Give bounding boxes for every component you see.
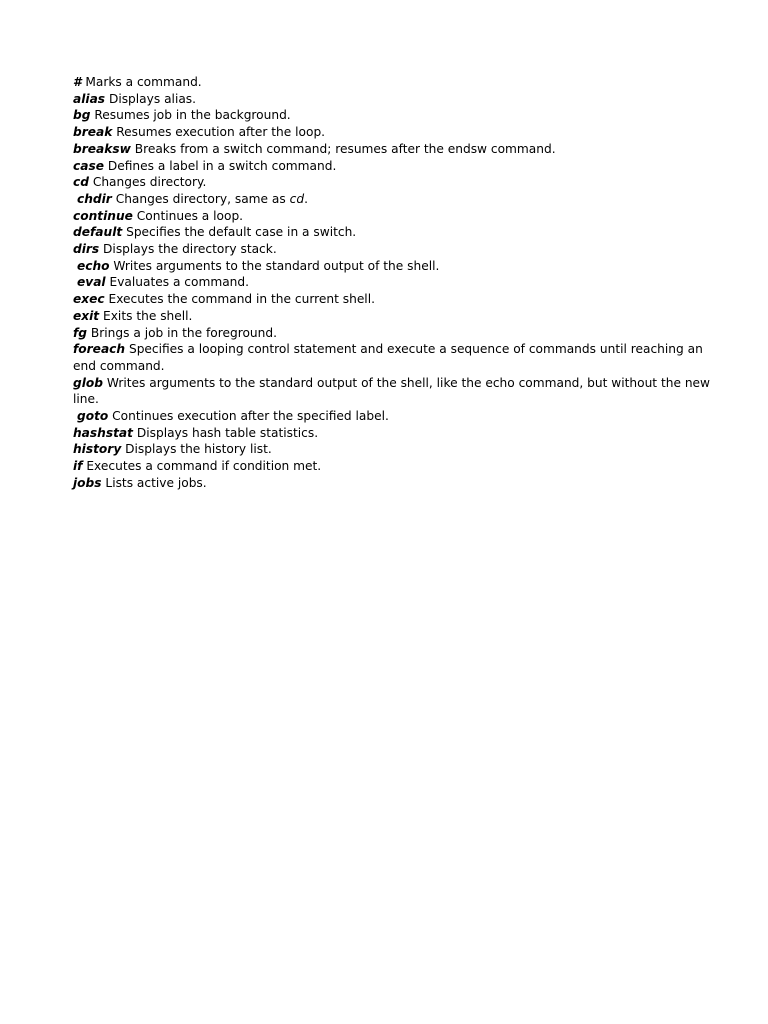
command-name: #: [73, 75, 82, 89]
command-description: Breaks from a switch command; resumes after the endsw command.: [134, 141, 556, 156]
description-punctuation: .: [304, 191, 308, 206]
entry-echo: [73, 258, 713, 275]
command-description: Resumes job in the background.: [94, 108, 291, 123]
command-name: exit: [73, 308, 100, 323]
entry-continue: [73, 208, 713, 225]
entry-glob: [73, 375, 713, 408]
command-name: hashstat: [73, 425, 133, 440]
entry-cd: [73, 174, 713, 191]
command-name: default: [73, 225, 123, 240]
command-name: if: [73, 459, 83, 474]
command-name: break: [73, 125, 113, 140]
command-reference: cd: [289, 191, 305, 206]
command-description: Marks a command.: [85, 75, 202, 89]
entry-exit: [73, 308, 713, 325]
command-description: Continues execution after the specified label.: [112, 409, 389, 424]
command-name: alias: [73, 91, 106, 106]
command-description: Resumes execution after the loop.: [116, 125, 326, 140]
command-description: Writes arguments to the standard output of the shell, like the echo command, but without the new line.: [73, 375, 711, 407]
entry-hash: [73, 74, 713, 91]
entry-case: [73, 158, 713, 175]
command-name: fg: [73, 325, 88, 340]
command-description: Specifies a looping control statement and execute a sequence of commands until reaching an end command.: [73, 342, 703, 373]
command-name: eval: [77, 275, 106, 290]
entry-history: [73, 441, 713, 458]
command-name: exec: [73, 292, 105, 307]
command-description: Changes directory.: [92, 175, 207, 190]
command-description: Displays the directory stack.: [103, 242, 277, 257]
command-name: dirs: [73, 242, 100, 257]
command-description: Writes arguments to the standard output of the shell.: [113, 258, 440, 273]
command-name: case: [73, 158, 104, 173]
command-description: Executes a command if condition met.: [86, 459, 322, 474]
entry-fg: [73, 325, 713, 342]
entry-chdir: [73, 191, 713, 208]
command-description: Continues a loop.: [136, 208, 244, 223]
entry-breaksw: [73, 141, 713, 158]
command-name: echo: [77, 258, 110, 273]
command-description: Displays alias.: [108, 91, 197, 106]
command-name: continue: [73, 208, 133, 223]
entry-hashstat: [73, 425, 713, 442]
command-description: Displays the history list.: [125, 442, 272, 457]
entry-jobs: [73, 475, 713, 492]
entry-eval: [73, 274, 713, 291]
command-name: foreach: [73, 342, 126, 357]
entry-foreach: [73, 341, 713, 374]
document-page: [73, 74, 713, 492]
command-name: jobs: [73, 475, 102, 490]
entry-exec: [73, 291, 713, 308]
command-name: chdir: [77, 191, 112, 206]
command-description: Exits the shell.: [103, 308, 193, 323]
entry-goto: [73, 408, 713, 425]
command-name: history: [73, 442, 122, 457]
command-description: Changes directory, same as: [115, 191, 286, 206]
entry-alias: [73, 91, 713, 108]
entry-if: [73, 458, 713, 475]
entry-bg: [73, 107, 713, 124]
command-name: glob: [73, 375, 103, 390]
entry-dirs: [73, 241, 713, 258]
entry-default: [73, 224, 713, 241]
entry-break: [73, 124, 713, 141]
command-name: bg: [73, 108, 91, 123]
command-name: breaksw: [73, 141, 131, 156]
command-description: Brings a job in the foreground.: [90, 325, 277, 340]
command-description: Evaluates a command.: [109, 275, 250, 290]
command-description: Specifies the default case in a switch.: [126, 225, 357, 240]
command-description: Defines a label in a switch command.: [107, 158, 337, 173]
command-description: Lists active jobs.: [105, 475, 207, 490]
command-name: goto: [77, 409, 109, 424]
command-description: Executes the command in the current shell.: [108, 292, 375, 307]
command-description: Displays hash table statistics.: [136, 425, 319, 440]
command-name: cd: [73, 175, 89, 190]
